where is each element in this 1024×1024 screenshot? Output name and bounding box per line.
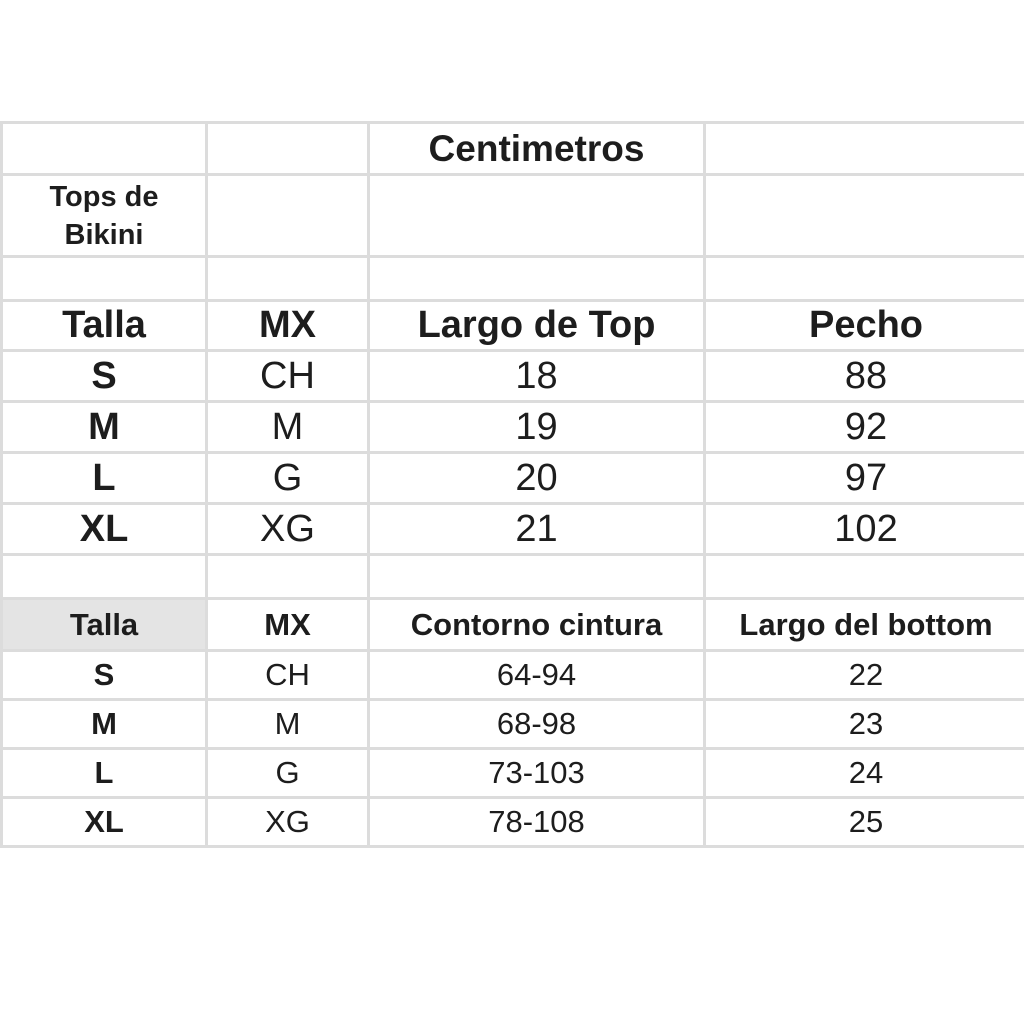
empty-cell: [705, 257, 1024, 301]
empty-cell: [207, 257, 369, 301]
tops-header-row: [2, 301, 1024, 351]
section-label-line2: Bikini: [64, 218, 144, 251]
tops-largo-cell: 20: [369, 453, 705, 504]
tops-mx-cell: XG: [207, 504, 369, 555]
table-row: [2, 700, 1024, 749]
bottoms-size-cell: M: [2, 700, 207, 749]
section-row: [2, 175, 1024, 257]
empty-cell: [2, 123, 207, 175]
tops-size-cell: S: [2, 351, 207, 402]
bottoms-header-mx: MX: [207, 599, 369, 651]
bottoms-header-contorno-cintura: Contorno cintura: [369, 599, 705, 651]
table-row: [2, 651, 1024, 700]
spreadsheet-area: [0, 121, 1024, 848]
bottoms-cintura-cell: 64-94: [369, 651, 705, 700]
bottoms-size-cell: L: [2, 749, 207, 798]
bottoms-cintura-cell: 73-103: [369, 749, 705, 798]
tops-pecho-cell: 92: [705, 402, 1024, 453]
empty-cell: [2, 257, 207, 301]
tops-pecho-cell: 102: [705, 504, 1024, 555]
tops-mx-cell: CH: [207, 351, 369, 402]
tops-mx-cell: M: [207, 402, 369, 453]
tops-largo-cell: 18: [369, 351, 705, 402]
size-chart-table: [0, 121, 1024, 848]
bottoms-header-talla: Talla: [2, 599, 207, 651]
tops-header-mx: MX: [207, 301, 369, 351]
table-row: [2, 749, 1024, 798]
tops-largo-cell: 21: [369, 504, 705, 555]
bottoms-size-cell: S: [2, 651, 207, 700]
spacer-row: [2, 555, 1024, 599]
empty-cell: [705, 123, 1024, 175]
tops-mx-cell: G: [207, 453, 369, 504]
unit-label: Centimetros: [369, 123, 705, 175]
bottoms-largo-cell: 23: [705, 700, 1024, 749]
tops-pecho-cell: 88: [705, 351, 1024, 402]
bottoms-largo-cell: 24: [705, 749, 1024, 798]
tops-header-largo-de-top: Largo de Top: [369, 301, 705, 351]
table-row: [2, 798, 1024, 847]
unit-row: [2, 123, 1024, 175]
empty-cell: [369, 555, 705, 599]
empty-cell: [207, 555, 369, 599]
table-row: [2, 504, 1024, 555]
bottoms-header-row: [2, 599, 1024, 651]
bottoms-largo-cell: 22: [705, 651, 1024, 700]
empty-cell: [207, 123, 369, 175]
empty-cell: [207, 175, 369, 257]
bottoms-mx-cell: M: [207, 700, 369, 749]
empty-cell: [369, 175, 705, 257]
tops-size-cell: L: [2, 453, 207, 504]
bottoms-size-cell: XL: [2, 798, 207, 847]
table-row: [2, 351, 1024, 402]
tops-pecho-cell: 97: [705, 453, 1024, 504]
section-label: [2, 175, 207, 257]
bottoms-cintura-cell: 68-98: [369, 700, 705, 749]
tops-largo-cell: 19: [369, 402, 705, 453]
tops-header-pecho: Pecho: [705, 301, 1024, 351]
section-label-line1: Tops de: [49, 180, 159, 213]
table-row: [2, 402, 1024, 453]
bottoms-mx-cell: CH: [207, 651, 369, 700]
tops-size-cell: M: [2, 402, 207, 453]
empty-cell: [2, 555, 207, 599]
tops-size-cell: XL: [2, 504, 207, 555]
spacer-row: [2, 257, 1024, 301]
empty-cell: [369, 257, 705, 301]
empty-cell: [705, 175, 1024, 257]
tops-header-talla: Talla: [2, 301, 207, 351]
empty-cell: [705, 555, 1024, 599]
table-row: [2, 453, 1024, 504]
bottoms-mx-cell: G: [207, 749, 369, 798]
bottoms-cintura-cell: 78-108: [369, 798, 705, 847]
bottoms-mx-cell: XG: [207, 798, 369, 847]
bottoms-largo-cell: 25: [705, 798, 1024, 847]
bottoms-header-largo-del-bottom: Largo del bottom: [705, 599, 1024, 651]
